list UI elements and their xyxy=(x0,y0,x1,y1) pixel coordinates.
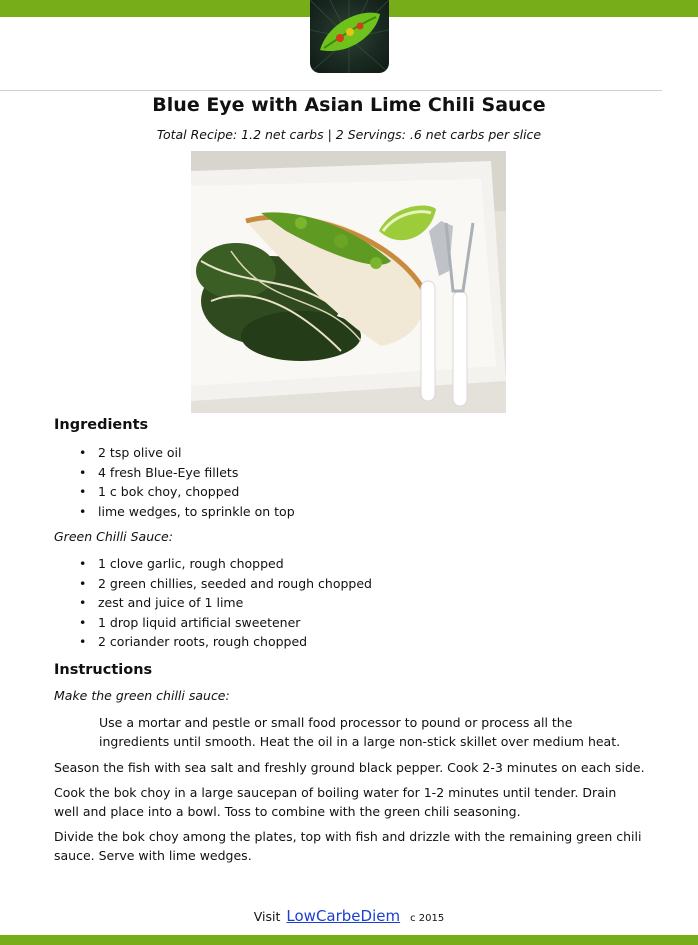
ingredients-heading: Ingredients xyxy=(54,417,149,433)
fish-dish-photo xyxy=(191,151,506,413)
instructions-heading: Instructions xyxy=(54,662,153,678)
header-divider xyxy=(0,90,662,91)
list-item: • 2 green chillies, seeded and rough chopped xyxy=(79,574,372,594)
list-item: • 2 tsp olive oil xyxy=(79,443,295,463)
list-item: • 2 coriander roots, rough chopped xyxy=(79,632,372,652)
ingredients-list xyxy=(79,443,295,521)
list-item: • lime wedges, to sprinkle on top xyxy=(79,502,295,522)
list-item: • 4 fresh Blue-Eye fillets xyxy=(79,463,295,483)
instruction-step: Season the fish with sea salt and freshly ground black pepper. Cook 2-3 minutes on each side. xyxy=(54,760,645,775)
instruction-step: Divide the bok choy among the plates, top with fish and drizzle with the remaining green chili sauce. Serve with lime wedges. xyxy=(54,829,642,863)
bottom-banner xyxy=(0,935,698,945)
recipe-subtitle: Total Recipe: 1.2 net carbs | 2 Servings: .6 net carbs per slice xyxy=(156,127,542,142)
visit-label: Visit xyxy=(253,909,281,924)
lowcarbediem-link[interactable]: LowCarbeDiem xyxy=(286,907,401,925)
list-item: • 1 drop liquid artificial sweetener xyxy=(79,613,372,633)
step-heading: Make the green chilli sauce: xyxy=(54,688,230,703)
pea-pod-logo-icon xyxy=(310,0,389,73)
instruction-step: Use a mortar and pestle or small food processor to pound or process all the ingredients until smooth. Heat the oil in a large non-stick skillet over medium heat. xyxy=(99,715,621,749)
list-item: • 1 c bok choy, chopped xyxy=(79,482,295,502)
sauce-heading: Green Chilli Sauce: xyxy=(54,529,173,544)
recipe-title: Blue Eye with Asian Lime Chili Sauce xyxy=(152,94,546,116)
copyright-text: c 2015 xyxy=(410,913,445,924)
footer xyxy=(0,906,698,929)
sauce-ingredients-list xyxy=(79,554,372,652)
list-item: • 1 clove garlic, rough chopped xyxy=(79,554,372,574)
instruction-step: Cook the bok choy in a large saucepan of boiling water for 1-2 minutes until tender. Drain well and place into a bowl. Toss to combine with the green chili seasoning. xyxy=(54,785,617,819)
list-item: • zest and juice of 1 lime xyxy=(79,593,372,613)
